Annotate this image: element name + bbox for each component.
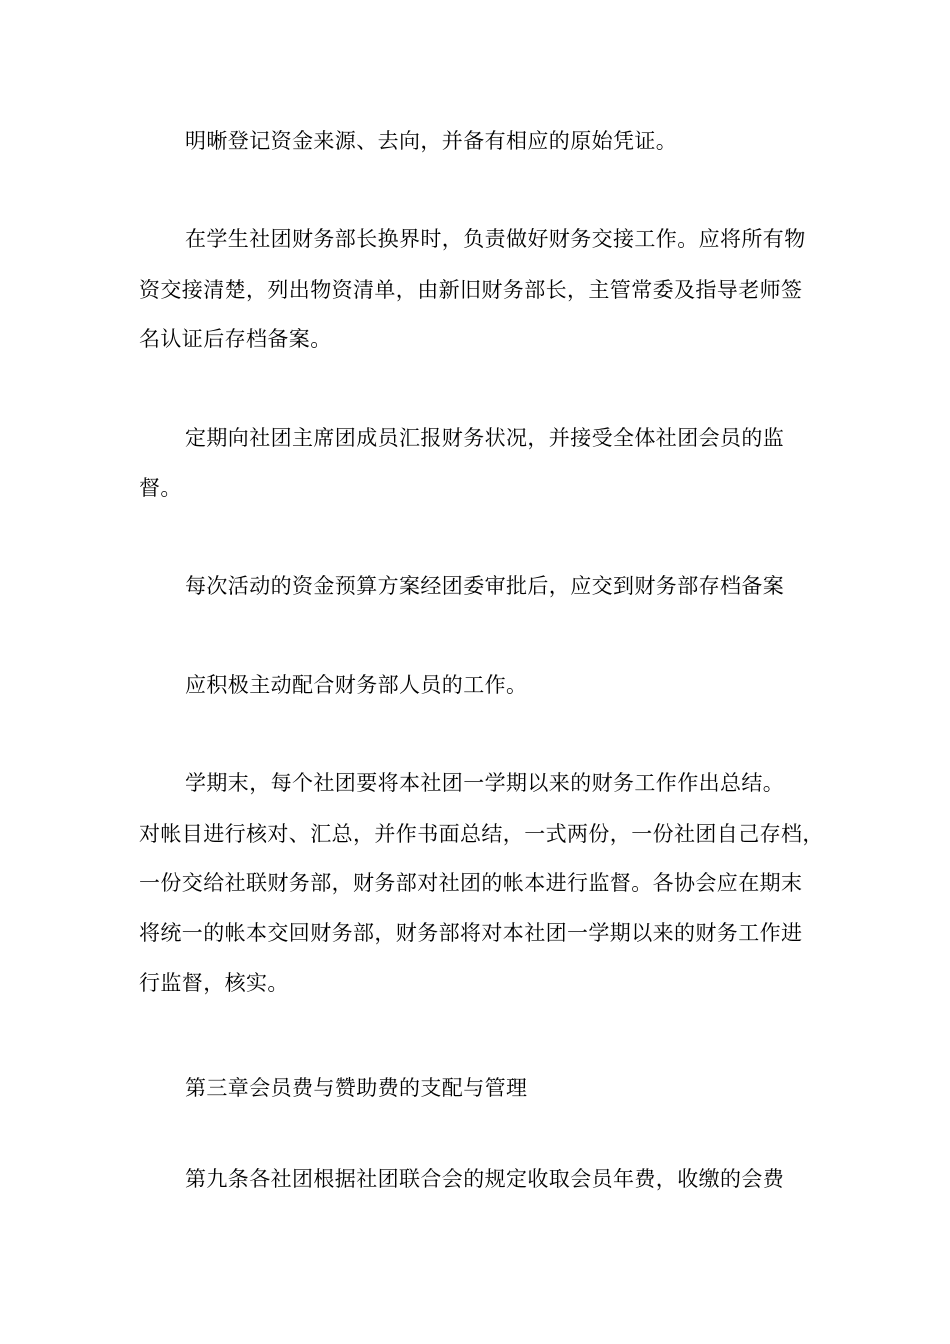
article-9-line-1: 第九条各社团根据社团联合会的规定收取会员年费，收缴的会费 — [185, 1167, 785, 1191]
paragraph-6-line-2: 对帐目进行核对、汇总，并作书面总结，一式两份，一份社团自己存档， — [139, 822, 824, 846]
paragraph-3-line-1: 定期向社团主席团成员汇报财务状况，并接受全体社团会员的监 — [185, 426, 785, 450]
paragraph-2-line-2: 资交接清楚，列出物资清单，由新旧财务部长，主管常委及指导老师签 — [139, 278, 803, 302]
paragraph-4-line-1: 每次活动的资金预算方案经团委审批后，应交到财务部存档备案 — [185, 574, 785, 598]
paragraph-2-line-3: 名认证后存档备案。 — [139, 327, 332, 351]
paragraph-6-line-3: 一份交给社联财务部，财务部对社团的帐本进行监督。各协会应在期末 — [139, 871, 803, 895]
paragraph-6-line-5: 行监督，核实。 — [139, 971, 289, 995]
paragraph-1-line-1: 明晰登记资金来源、去向，并备有相应的原始凭证。 — [185, 129, 678, 153]
paragraph-2-line-1: 在学生社团财务部长换界时，负责做好财务交接工作。应将所有物 — [185, 227, 806, 251]
paragraph-6-line-1: 学期末，每个社团要将本社团一学期以来的财务工作作出总结。 — [185, 771, 785, 795]
paragraph-5-line-1: 应积极主动配合财务部人员的工作。 — [185, 673, 528, 697]
paragraph-6-line-4: 将统一的帐本交回财务部，财务部将对本社团一学期以来的财务工作进 — [139, 921, 803, 945]
paragraph-3-line-2: 督。 — [139, 476, 182, 500]
chapter-heading: 第三章会员费与赞助费的支配与管理 — [185, 1076, 528, 1100]
